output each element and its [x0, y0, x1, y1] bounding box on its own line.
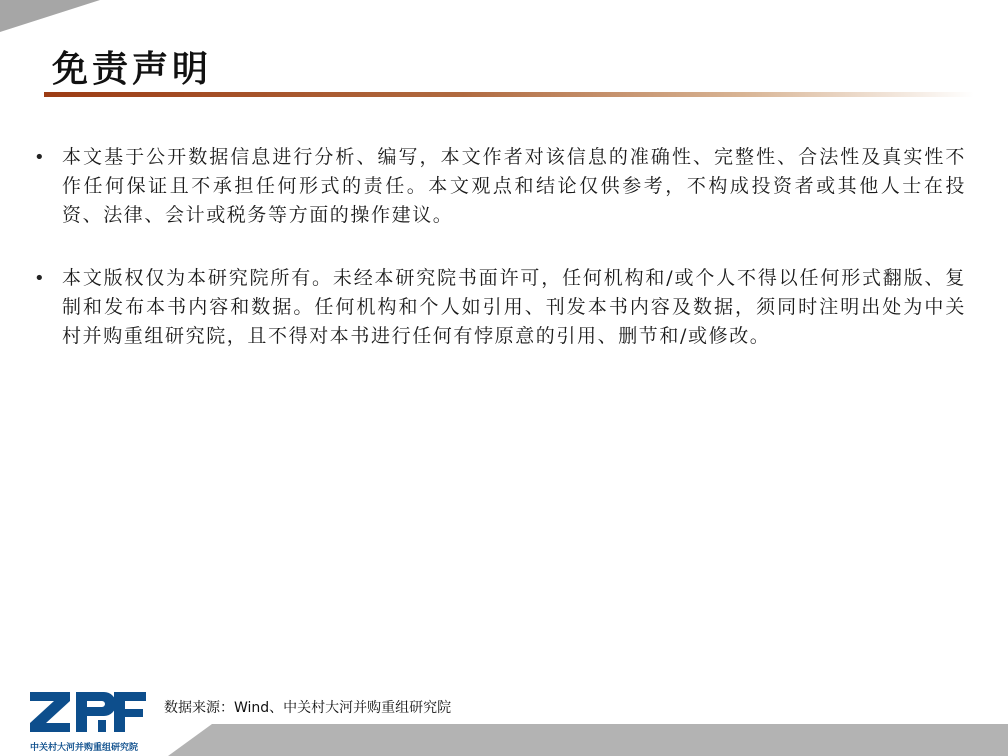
disclaimer-text: 本文版权仅为本研究院所有。未经本研究院书面许可，任何机构和/或个人不得以任何形式翻版、复制和发布本书内容和数据。任何机构和个人如引用、刊发本书内容及数据，须同时注明出处为中关村并购重组研究院，且不得对本书进行任何有悖原意的引用、删节和/或修改。: [62, 267, 966, 347]
data-source-note: 数据来源：Wind、中关村大河并购重组研究院: [164, 700, 452, 716]
page-title: 免责声明: [52, 48, 213, 90]
disclaimer-body: [34, 143, 966, 385]
logo-caption: 中关村大河并购重组研究院: [30, 743, 139, 753]
corner-decoration-top: [0, 0, 100, 32]
disclaimer-text: 本文基于公开数据信息进行分析、编写，本文作者对该信息的准确性、完整性、合法性及真实性不作任何保证且不承担任何形式的责任。本文观点和结论仅供参考，不构成投资者或其他人士在投资、法律、会计或税务等方面的操作建议。: [62, 146, 966, 226]
disclaimer-item: [34, 264, 966, 351]
bullet-icon: •: [34, 147, 45, 168]
title-underline: [44, 92, 974, 97]
bullet-icon: •: [34, 268, 45, 289]
zpf-logo-mark: [28, 688, 152, 738]
disclaimer-item: [34, 143, 966, 230]
